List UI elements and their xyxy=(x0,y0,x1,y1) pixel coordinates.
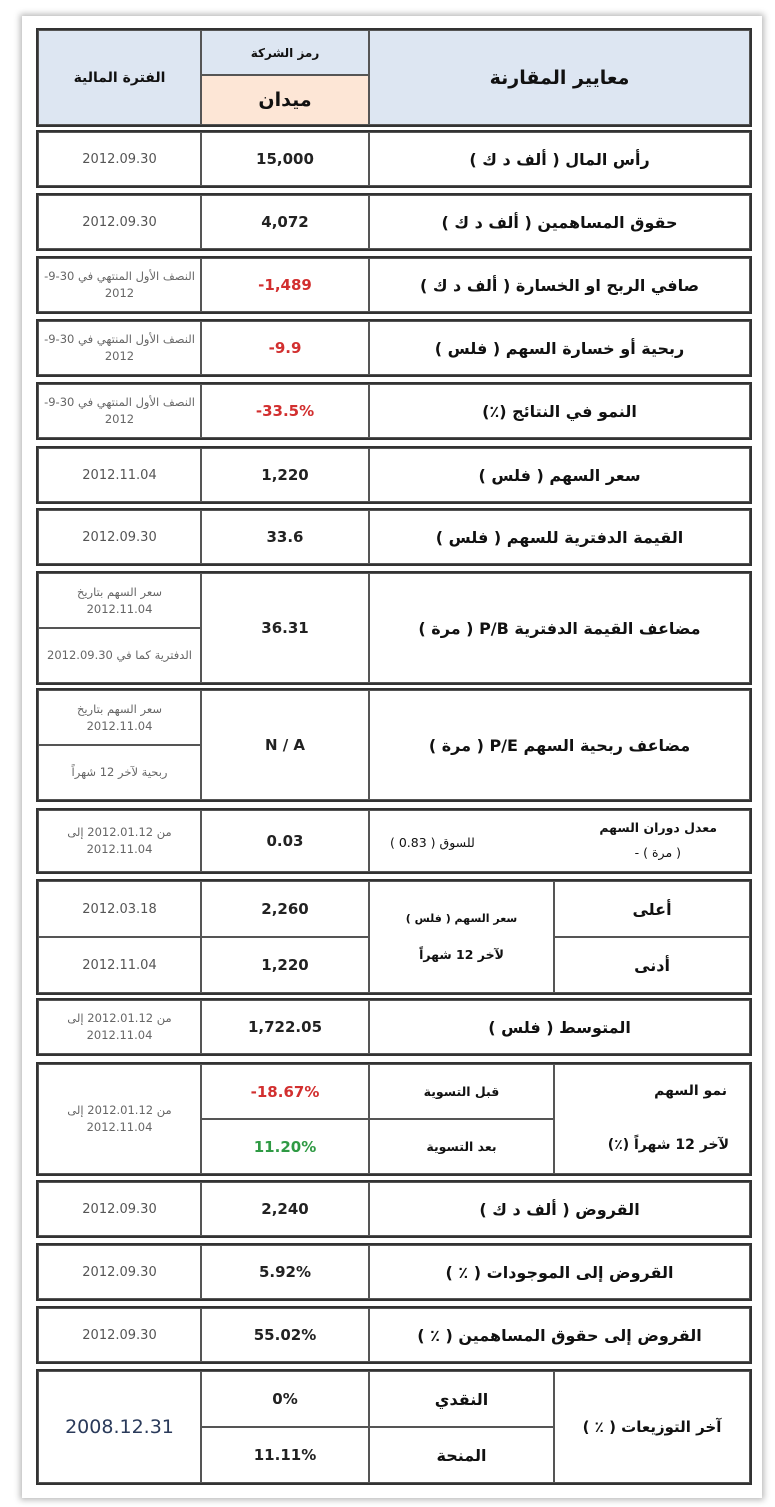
net-profit-label: صافي الربح او الخسارة ( ألف د ك ) xyxy=(369,258,750,312)
row-pe xyxy=(36,688,752,802)
equity-label: حقوق المساهمين ( ألف د ك ) xyxy=(369,195,750,249)
row-capital xyxy=(36,130,752,188)
before-settlement-label: قبل التسوية xyxy=(369,1064,554,1119)
turnover-label-cell xyxy=(369,810,750,872)
pb-value: 36.31 xyxy=(201,573,369,683)
growth-label: النمو في النتائج (٪) xyxy=(369,384,750,438)
turnover-value: 0.03 xyxy=(201,810,369,872)
pb-label: مضاعف القيمة الدفترية P/B ( مرة ) xyxy=(369,573,750,683)
cash-dividend-value: 0% xyxy=(201,1371,369,1427)
loans-assets-date: 2012.09.30 xyxy=(38,1245,201,1299)
loans-equity-label: القروض إلى حقوق المساهمين ( ٪ ) xyxy=(369,1308,750,1362)
capital-date: 2012.09.30 xyxy=(38,132,201,186)
row-price xyxy=(36,446,752,504)
company-code: ميدان xyxy=(201,75,369,125)
price-date: 2012.11.04 xyxy=(38,448,201,502)
row-average xyxy=(36,998,752,1056)
low-date: 2012.11.04 xyxy=(38,937,201,993)
growth-date: النصف الأول المنتهي في 30-9-2012 xyxy=(38,384,201,438)
high-low-unit: سعر السهم ( فلس ) xyxy=(405,912,518,925)
high-label: أعلى xyxy=(554,881,750,937)
pe-value: N / A xyxy=(201,690,369,800)
before-settlement-value: -18.67% xyxy=(201,1064,369,1119)
low-value: 1,220 xyxy=(201,937,369,993)
row-eps xyxy=(36,319,752,377)
stock-growth-title: نمو السهم xyxy=(654,1083,727,1099)
low-label: أدنى xyxy=(554,937,750,993)
row-equity xyxy=(36,193,752,251)
pe-date-price: سعر السهم بتاريخ 2012.11.04 xyxy=(38,690,201,745)
turnover-unit: ( مرة ) - xyxy=(634,845,681,860)
capital-value: 15,000 xyxy=(201,132,369,186)
loans-equity-date: 2012.09.30 xyxy=(38,1308,201,1362)
average-label: المتوسط ( فلس ) xyxy=(369,1000,750,1054)
dividends-label: آخر التوزيعات ( ٪ ) xyxy=(554,1371,750,1483)
after-settlement-label: بعد التسوية xyxy=(369,1119,554,1174)
eps-value: -9.9 xyxy=(201,321,369,375)
row-loans-equity xyxy=(36,1306,752,1364)
turnover-market: للسوق ( 0.83 ) xyxy=(390,835,475,850)
turnover-label: معدل دوران السهم xyxy=(599,820,717,835)
header-group xyxy=(36,28,752,127)
row-loans xyxy=(36,1180,752,1238)
stock-growth-label-cell xyxy=(554,1064,750,1174)
book-value-value: 33.6 xyxy=(201,510,369,564)
loans-value: 2,240 xyxy=(201,1182,369,1236)
book-value-label: القيمة الدفترية للسهم ( فلس ) xyxy=(369,510,750,564)
company-code-label: رمز الشركة xyxy=(201,30,369,75)
high-low-period: لآخر 12 شهراً xyxy=(419,947,504,962)
high-date: 2012.03.18 xyxy=(38,881,201,937)
loans-date: 2012.09.30 xyxy=(38,1182,201,1236)
loans-assets-value: 5.92% xyxy=(201,1245,369,1299)
row-pb xyxy=(36,571,752,685)
average-value: 1,722.05 xyxy=(201,1000,369,1054)
row-turnover xyxy=(36,808,752,874)
row-high-low xyxy=(36,879,752,995)
equity-value: 4,072 xyxy=(201,195,369,249)
dividends-date: 2008.12.31 xyxy=(38,1371,201,1483)
net-profit-date: النصف الأول المنتهي في 30-9-2012 xyxy=(38,258,201,312)
net-profit-value: -1,489 xyxy=(201,258,369,312)
row-stock-growth xyxy=(36,1062,752,1176)
equity-date: 2012.09.30 xyxy=(38,195,201,249)
row-book-value xyxy=(36,508,752,566)
turnover-date: من 2012.01.12 إلى 2012.11.04 xyxy=(38,810,201,872)
loans-label: القروض ( ألف د ك ) xyxy=(369,1182,750,1236)
average-date: من 2012.01.12 إلى 2012.11.04 xyxy=(38,1000,201,1054)
after-settlement-value: 11.20% xyxy=(201,1119,369,1174)
fiscal-period-header: الفترة المالية xyxy=(38,30,201,125)
loans-assets-label: القروض إلى الموجودات ( ٪ ) xyxy=(369,1245,750,1299)
high-value: 2,260 xyxy=(201,881,369,937)
price-label: سعر السهم ( فلس ) xyxy=(369,448,750,502)
eps-date: النصف الأول المنتهي في 30-9-2012 xyxy=(38,321,201,375)
pb-date-price: سعر السهم بتاريخ 2012.11.04 xyxy=(38,573,201,628)
cash-dividend-label: النقدي xyxy=(369,1371,554,1427)
high-low-period-cell xyxy=(369,881,554,993)
stock-growth-subtitle: لآخر 12 شهراً (٪) xyxy=(607,1137,729,1153)
row-dividends xyxy=(36,1369,752,1485)
criteria-header: معايير المقارنة xyxy=(369,30,750,125)
pb-date-book: الدفترية كما في 2012.09.30 xyxy=(38,628,201,683)
pe-date-eps: ربحية لآخر 12 شهراً xyxy=(38,745,201,800)
pe-label: مضاعف ربحية السهم P/E ( مرة ) xyxy=(369,690,750,800)
capital-label: رأس المال ( ألف د ك ) xyxy=(369,132,750,186)
eps-label: ربحية أو خسارة السهم ( فلس ) xyxy=(369,321,750,375)
growth-value: -33.5% xyxy=(201,384,369,438)
row-growth xyxy=(36,382,752,440)
bonus-dividend-label: المنحة xyxy=(369,1427,554,1483)
loans-equity-value: 55.02% xyxy=(201,1308,369,1362)
row-loans-assets xyxy=(36,1243,752,1301)
book-value-date: 2012.09.30 xyxy=(38,510,201,564)
stock-growth-date: من 2012.01.12 إلى 2012.11.04 xyxy=(38,1064,201,1174)
bonus-dividend-value: 11.11% xyxy=(201,1427,369,1483)
row-net-profit xyxy=(36,256,752,314)
price-value: 1,220 xyxy=(201,448,369,502)
